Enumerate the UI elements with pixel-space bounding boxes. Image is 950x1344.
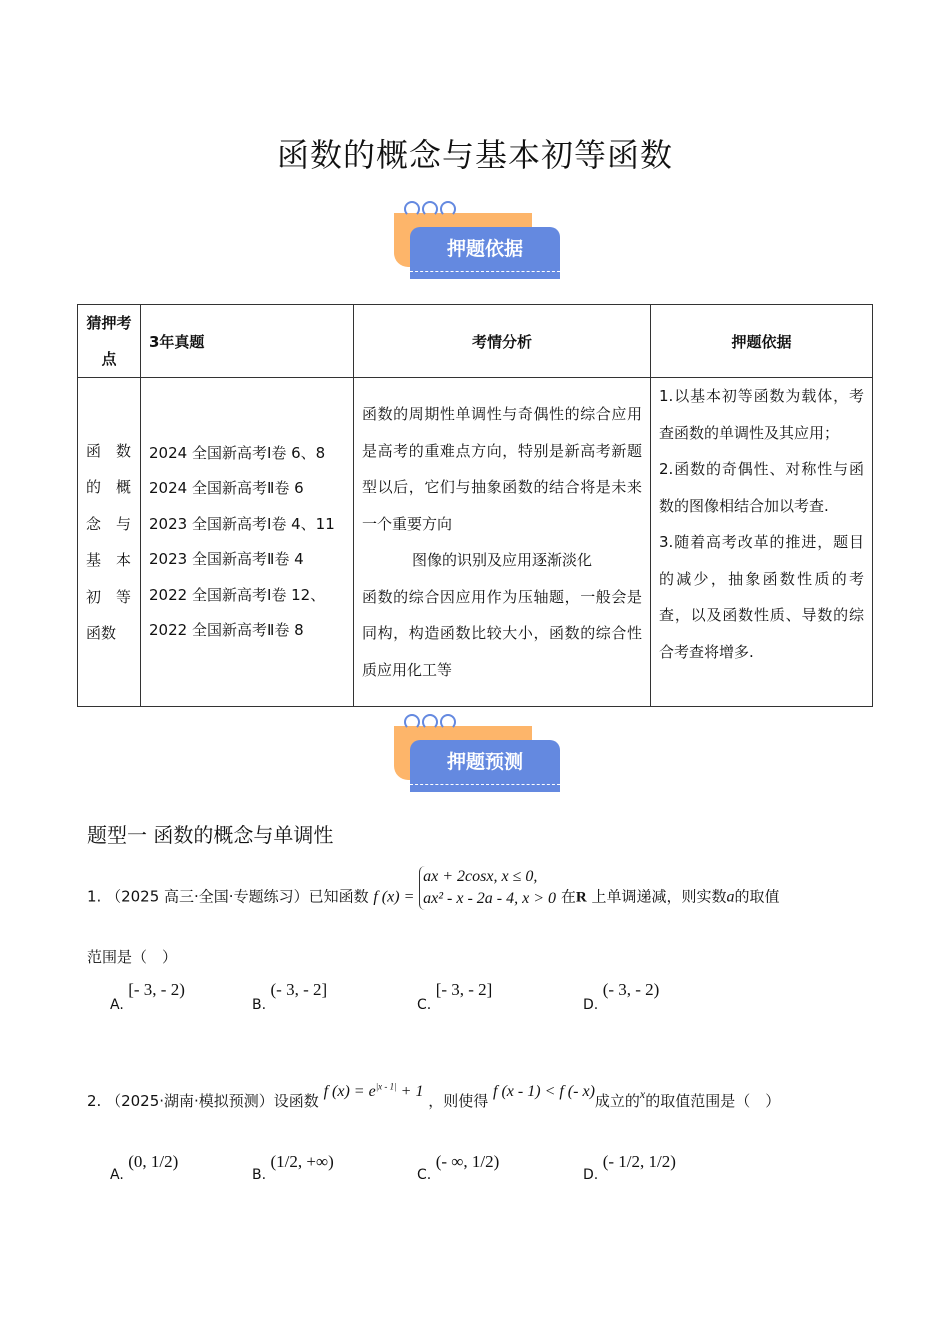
ring-icon — [404, 714, 420, 730]
basis-table — [77, 304, 873, 707]
option-b[interactable] — [252, 1152, 334, 1184]
text: ，则使得 — [428, 1092, 489, 1110]
section-banner-basis — [380, 195, 550, 285]
case-1: ax + 2cosx, x ≤ 0, — [423, 868, 538, 885]
option-value: (- 1/2, 1/2) — [602, 1152, 676, 1171]
question-2-options — [110, 1140, 810, 1185]
option-label: D. — [583, 1167, 599, 1183]
option-value: [- 3, - 2] — [435, 980, 493, 999]
exam-item: 2023 全国新高考Ⅰ卷 4、11 — [149, 514, 335, 533]
table-row — [78, 378, 873, 707]
exam-item: 2024 全国新高考Ⅰ卷 6、8 — [149, 443, 326, 462]
banner-dash — [410, 784, 560, 785]
function-def — [324, 1083, 424, 1100]
text: 的取值 — [734, 887, 780, 906]
basis-cell — [651, 378, 873, 707]
analysis-cell — [354, 378, 651, 707]
var-x: x — [639, 1087, 646, 1101]
option-d[interactable] — [583, 980, 660, 1014]
exam-item: 2022 全国新高考Ⅰ卷 12、 — [149, 585, 326, 604]
question-number: 1. — [87, 887, 102, 906]
option-c[interactable] — [417, 980, 493, 1014]
ring-icon — [422, 201, 438, 217]
banner-label: 押题依据 — [410, 227, 560, 279]
section-banner-prediction — [380, 708, 566, 798]
section-heading: 题型一 函数的概念与单调性 — [87, 823, 334, 847]
plus-one: + 1 — [396, 1083, 424, 1100]
option-c[interactable] — [417, 1152, 500, 1184]
function-def: f (x) = — [373, 888, 415, 906]
topic-line: 初 等 — [86, 587, 132, 606]
table-header-row — [78, 305, 873, 378]
ring-icon — [404, 201, 420, 217]
option-value: [- 3, - 2) — [128, 980, 185, 999]
banner-dash — [410, 271, 560, 272]
exam-item: 2023 全国新高考Ⅱ卷 4 — [149, 550, 304, 568]
option-label: A. — [110, 997, 124, 1013]
header-analysis: 考情分析 — [354, 305, 651, 378]
topic-line: 的 概 — [86, 478, 132, 496]
basis-text: 1.以基本初等函数为载体，考查函数的单调性及其应用； — [659, 387, 864, 442]
option-label: D. — [583, 997, 599, 1013]
question-1-line2: 范围是（ ） — [87, 948, 178, 966]
topic-cell — [78, 378, 141, 707]
option-value: (- 3, - 2) — [602, 980, 660, 999]
option-label: C. — [417, 997, 432, 1013]
page-title: 函数的概念与基本初等函数 — [276, 136, 673, 174]
text: 上单调递减，则实数 — [591, 887, 727, 906]
topic-line: 函 数 — [86, 441, 132, 460]
option-value: (- ∞, 1/2) — [435, 1152, 500, 1171]
banner-label: 押题预测 — [410, 740, 560, 792]
basis-text: 2.函数的奇偶性、对称性与函数的图像相结合加以考查. — [659, 460, 864, 515]
analysis-text: 图像的识别及应用逐渐淡化 — [411, 551, 592, 569]
real-set: R — [575, 889, 587, 906]
option-a[interactable] — [110, 1152, 179, 1184]
inequality: f (x - 1) < f (- x) — [493, 1083, 595, 1100]
question-1 — [87, 868, 780, 910]
question-source: （2025·湖南·模拟预测）设函数 — [106, 1092, 319, 1110]
var-a: a — [726, 888, 735, 906]
header-topic — [78, 305, 141, 378]
option-label: C. — [417, 1167, 432, 1183]
option-b[interactable] — [252, 980, 328, 1014]
header-exams: 3年真题 — [141, 305, 354, 378]
topic-line: 念 与 — [86, 514, 132, 533]
question-source: （2025 高三·全国·专题练习）已知函数 — [106, 887, 369, 906]
exam-item: 2022 全国新高考Ⅱ卷 8 — [149, 621, 304, 639]
option-d[interactable] — [583, 1152, 676, 1184]
exams-cell — [141, 378, 354, 707]
option-a[interactable] — [110, 980, 185, 1014]
option-label: A. — [110, 1167, 124, 1183]
analysis-text: 函数的综合因应用作为压轴题，一般会是同构，构造函数比较大小，函数的综合性质应用化工等 — [362, 587, 642, 679]
option-label: B. — [252, 1167, 267, 1183]
option-value: (0, 1/2) — [128, 1152, 179, 1171]
header-basis: 押题依据 — [651, 305, 873, 378]
option-label: B. — [252, 997, 267, 1013]
ring-icon — [440, 201, 456, 217]
analysis-text: 函数的周期性单调性与奇偶性的综合应用是高考的重难点方向，特别是新高考新题型以后，它们与抽象函数的结合将是未来一个重要方向 — [362, 405, 642, 533]
question-1-options — [110, 980, 810, 1020]
topic-line: 函数 — [86, 624, 117, 642]
question-2 — [87, 1081, 781, 1111]
case-2: ax² - x - 2a - 4, x > 0 — [423, 890, 557, 907]
option-value: (- 3, - 2] — [270, 980, 328, 999]
ring-icon — [440, 714, 456, 730]
topic-line: 基 本 — [86, 551, 132, 569]
option-value: (1/2, +∞) — [270, 1152, 334, 1171]
basis-text: 3.随着高考改革的推进，题目的减少，抽象函数性质的考查，以及函数性质、导数的综合考查将增多. — [659, 533, 864, 661]
text: 的取值范围是（ ） — [645, 1092, 781, 1110]
piecewise-cases — [419, 866, 556, 910]
text: 在 — [560, 887, 576, 906]
question-number: 2. — [87, 1092, 102, 1110]
exponent: |x - 1| — [375, 1081, 397, 1092]
exam-item: 2024 全国新高考Ⅱ卷 6 — [149, 479, 304, 497]
header-text: 猜押考点 — [86, 314, 132, 368]
ring-icon — [422, 714, 438, 730]
text: 成立的 — [594, 1092, 640, 1110]
fx: f (x) = e — [323, 1083, 376, 1100]
